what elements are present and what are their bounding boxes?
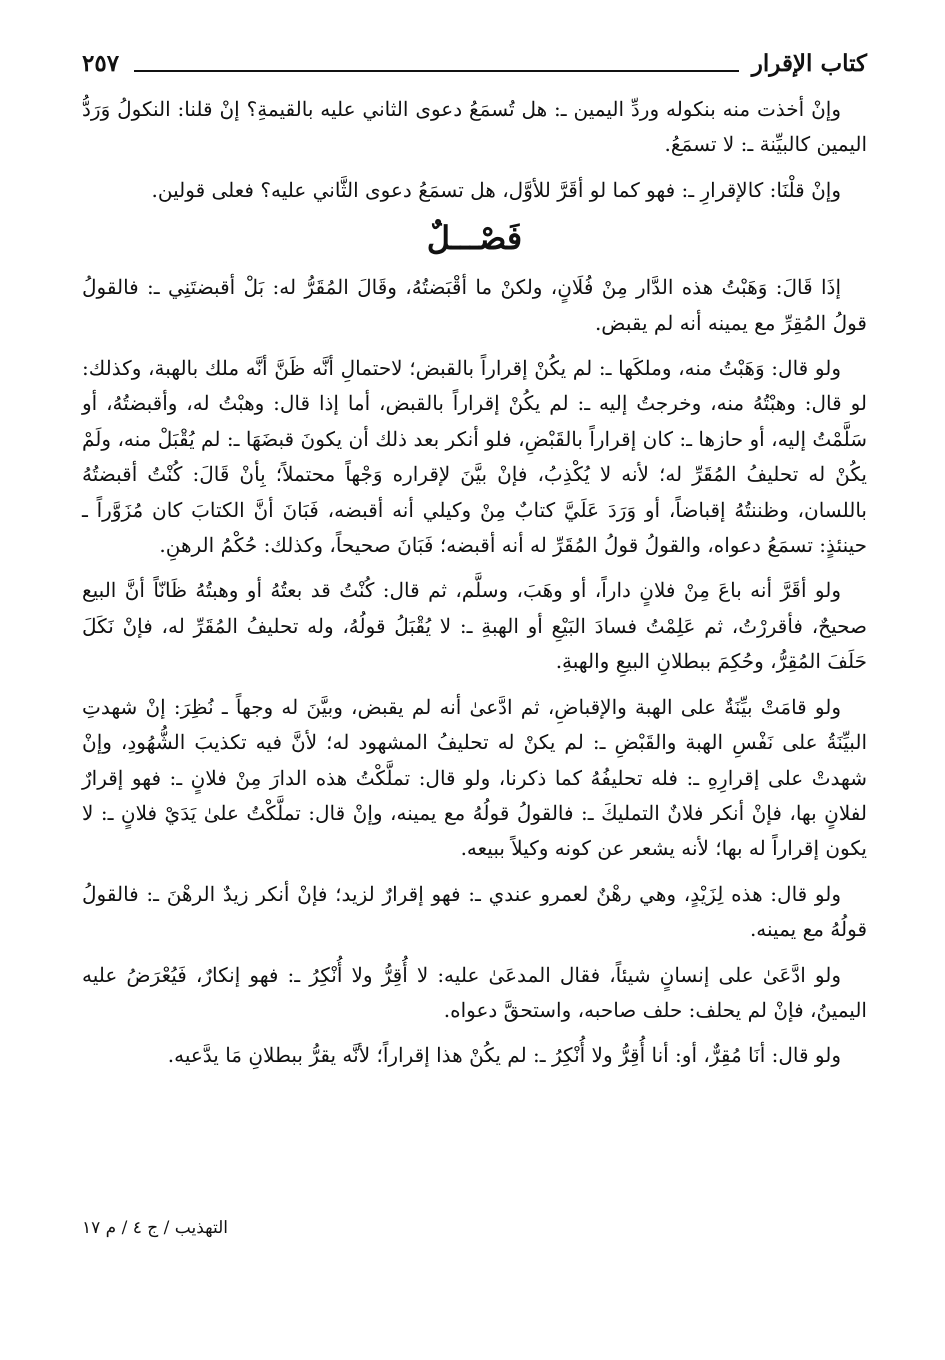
paragraph: ولو أقَرَّ أنه باعَ مِنْ فلانٍ داراً، أو وهَبَ، وسلَّم، ثم قال: كُنْتُ قد بعتُهُ أو وهبتُهُ ظَانّاً أنَّ البيع صحيحٌ، فأقررْتُ، ثم عَلِمْتُ فسادَ البَيْعِ أو الهبةِ ـ: لا يُقْبَلُ قولُهُ، وله تحليفُ المُقَرِّ له، فإنْ نَكَلَ حَلَفَ المُقِرُّ، وحُكِمَ ببطلانِ البيعِ والهبةِ. (82, 578, 867, 674)
page-body (82, 92, 867, 1084)
page-header (82, 44, 867, 84)
page-number: ٢٥٧ (82, 50, 120, 77)
paragraph: ولو قال: وَهَبْتُ منه، وملكَها ـ: لم يكُنْ إقراراً بالقبض؛ لاحتمالِ أنَّه ظَنَّ أنَّه ملك بالهبة، وكذلك: لو قال: وهبْتُهُ منه، وخرجتُ إليه ـ: لم يكُنْ إقراراً بالقبض، أما إذا قال: وهبْتُ له، وأقبضتُهُ، أو سَلَّمْتُ إليه، أو حازها ـ: كان إقراراً بالقَبْضِ، فلو أنكر بعد ذلك أن يكونَ قبضَهَا ـ: لم يُقْبَلْ منه، ولَمْ يكُنْ له تحليفُ المُقَرِّ له؛ لأنه لا يُكْذِبُ، فإنْ بيَّنَ لإقراره وَجْهاً محتملاً؛ بِأنْ قَالَ: كُنْتُ أقبضتُهُ باللسان، وظننتُهُ إقباضاً، أو وَرَدَ عَلَيَّ كتابٌ مِنْ وكيلي أنه أقبضه، فَبَانَ أنَّ الكتابَ كان مُزَوَّراً ـ حينئذٍ: تسمَعُ دعواه، والقولُ قولُ المُقَرِّ له أنه أقبضه؛ فَبَانَ صحيحاً، وكذلك: حُكْمُ الرهنِ. (82, 356, 867, 558)
paragraph: ولو قال: هذه لِزَيْدٍ، وهي رهْنٌ لعمرو عندي ـ: فهو إقرارٌ لزيد؛ فإنْ أنكر زيدٌ الرهْنَ ـ: فالقولُ قولُهُ مع يمينه. (82, 881, 867, 942)
paragraph: إذَا قَالَ: وَهَبْتُ هذه الدَّار مِنْ فُلَانٍ، ولكنْ ما أقْبَضتُهُ، وقَالَ المُقَرُّ له: بَلْ أقبضتَنِي ـ: فالقولُ قولُ المُقِرِّ مع يمينه أنه لم يقبض. (82, 275, 867, 335)
paragraph: وإنْ قلْنَا: كالإقرارِ ـ: فهو كما لو أقَرَّ للأوَّل، هل تسمَعُ دعوى الثَّاني عليه؟ فعلى قولين. (151, 177, 841, 202)
book-title: كتاب الإقرار (751, 50, 867, 77)
paragraph: ولو قال: أنَا مُقِرٌّ، أو: أنا أُقِرُّ ولا أُنْكِرُ ـ: لم يكُنْ هذا إقراراً؛ لأنَّه يقرُّ ببطلانِ مَا يدَّعيه. (167, 1043, 841, 1068)
header-rule (134, 70, 739, 72)
paragraph: ولو ادَّعَىٰ على إنسانٍ شيئاً، فقال المدعَىٰ عليه: لا أُقِرُّ ولا أُنْكِرُ ـ: فهو إنكارٌ، فَيُعْرَضُ عليه اليمينُ، فإنْ لم يحلف: حلف صاحبه، واستحقَّ دعواه. (82, 962, 867, 1022)
printer-signature: التهذيب / ج ٤ / م ١٧ (82, 1218, 229, 1238)
paragraph: وإنْ أخذت منه بنكوله وردِّ اليمين ـ: هل تُسمَعُ دعوى الثاني عليه بالقيمةِ؟ إنْ قلنا: النكولُ وَرَدُّ اليمين كالبيِّنة ـ: لا تسمَعُ. (82, 97, 867, 157)
section-heading: فَصْـــلٌ (426, 219, 523, 258)
paragraph: ولو قامَتْ بيِّنَةٌ على الهبة والإقباضِ، ثم ادَّعىٰ أنه لم يقبض، وبيَّنَ له وجهاً ـ نُظِرَ: إنْ شهدتِ البيِّنَةُ على نَفْسِ الهبة والقَبْضِ ـ: لم يكنْ له تحليفُ المشهود له؛ لأنَّ فيه تكذيبَ الشُّهُودِ، وإنْ شهدتْ على إقرارِهِ ـ: فله تحليفُهُ كما ذكرنا، ولو قال: تملَّكْتُ هذه الدارَ مِنْ فلانٍ ـ: فهو إقرارٌ لفلانٍ بها، فإنْ أنكر فلانٌ التمليكَ ـ: فالقولُ قولُهُ مع يمينه، وإنْ قال: تملَّكْتُ علىٰ يَدَيْ فلانٍ ـ: لا يكون إقراراً له بها؛ لأنه يشعر عن كونه وكيلاً ببيعه. (82, 694, 868, 861)
